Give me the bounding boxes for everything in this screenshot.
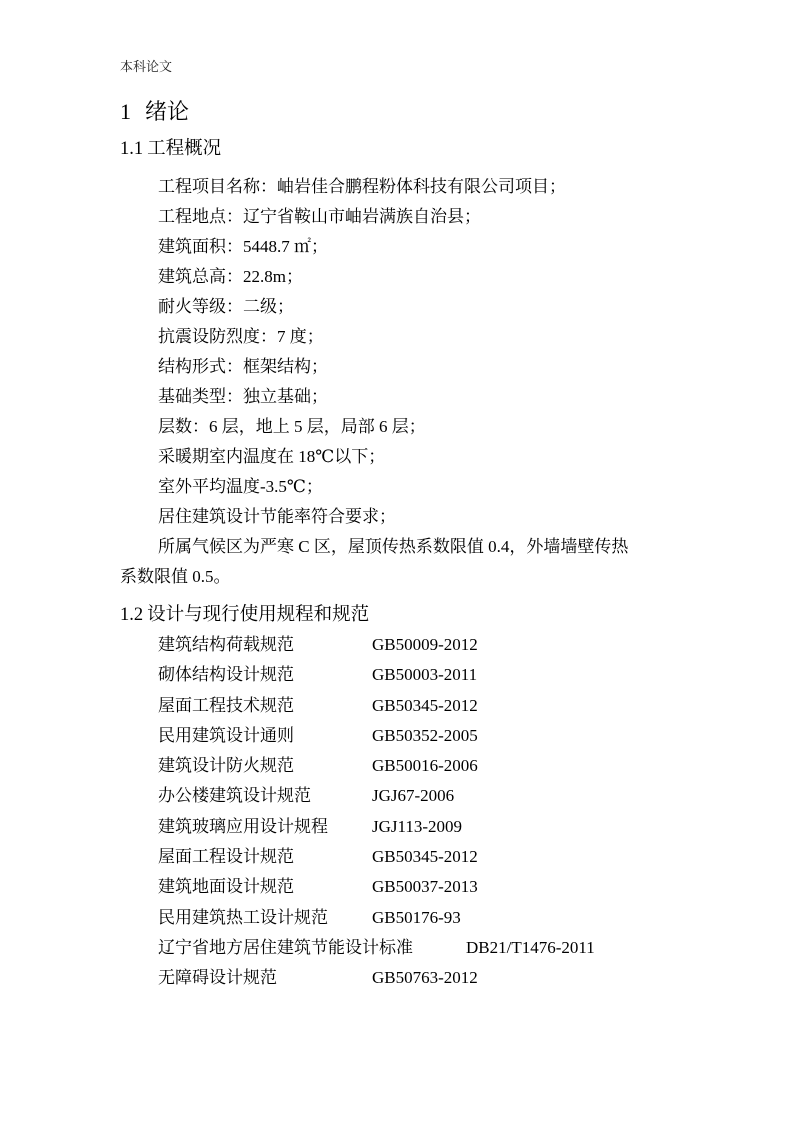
page-header: 本科论文 bbox=[120, 59, 173, 74]
overview-line: 层数：6 层，地上 5 层，局部 6 层； bbox=[158, 417, 426, 436]
standard-row bbox=[158, 812, 718, 842]
section-title: 设计与现行使用规程和规范 bbox=[147, 605, 370, 625]
standard-name: 建筑结构荷载规范 bbox=[158, 635, 294, 654]
standard-code: JGJ113-2009 bbox=[372, 816, 463, 836]
overview-line: 抗震设防烈度：7 度； bbox=[158, 327, 324, 346]
section-heading-standards bbox=[120, 600, 369, 626]
section-number: 1.1 bbox=[120, 139, 144, 159]
standard-row bbox=[158, 963, 718, 993]
overview-line: 所属气候区为严寒 C 区，屋顶传热系数限值 0.4，外墙墙壁传热 bbox=[158, 537, 629, 556]
standard-code: GB50003-2011 bbox=[372, 665, 478, 685]
chapter-number: 1 bbox=[120, 99, 131, 124]
section-heading-overview bbox=[120, 134, 221, 160]
standard-row bbox=[158, 630, 718, 660]
section-title: 工程概况 bbox=[147, 139, 222, 159]
standard-name: 屋面工程技术规范 bbox=[158, 695, 294, 715]
standard-code: GB50009-2012 bbox=[372, 635, 478, 654]
standard-row bbox=[158, 660, 718, 690]
standard-code: GB50176-93 bbox=[372, 907, 461, 927]
chapter-heading bbox=[120, 95, 189, 126]
standard-code: GB50037-2013 bbox=[372, 877, 478, 897]
standard-name: 办公楼建筑设计规范 bbox=[158, 786, 311, 806]
standard-name: 民用建筑热工设计规范 bbox=[158, 907, 328, 927]
overview-line: 建筑总高：22.8m； bbox=[158, 267, 303, 286]
standard-row bbox=[158, 933, 718, 963]
overview-line: 结构形式：框架结构； bbox=[158, 357, 328, 376]
overview-line: 基础类型：独立基础； bbox=[158, 387, 328, 406]
standard-name: 建筑地面设计规范 bbox=[158, 877, 294, 897]
standard-code: GB50345-2012 bbox=[372, 847, 478, 867]
standard-name: 屋面工程设计规范 bbox=[158, 847, 294, 867]
overview-line: 工程地点：辽宁省鞍山市岫岩满族自治县； bbox=[158, 207, 481, 226]
standard-code: DB21/T1476-2011 bbox=[466, 937, 595, 957]
standard-code: GB50763-2012 bbox=[372, 968, 478, 988]
standard-row bbox=[158, 691, 718, 721]
standard-row bbox=[158, 872, 718, 902]
standard-row bbox=[158, 781, 718, 811]
overview-line: 室外平均温度-3.5℃； bbox=[158, 477, 323, 496]
standard-name: 民用建筑设计通则 bbox=[158, 725, 294, 745]
standard-name: 建筑设计防火规范 bbox=[158, 756, 294, 776]
standard-row bbox=[158, 903, 718, 933]
standard-code: GB50345-2012 bbox=[372, 695, 478, 715]
overview-line: 耐火等级：二级； bbox=[158, 297, 294, 316]
overview-line: 建筑面积：5448.7 ㎡； bbox=[158, 237, 328, 256]
standard-code: JGJ67-2006 bbox=[372, 786, 455, 806]
standard-row bbox=[158, 842, 718, 872]
standard-name: 砌体结构设计规范 bbox=[158, 665, 294, 685]
overview-line: 采暖期室内温度在 18℃以下； bbox=[158, 447, 386, 466]
standards-list bbox=[158, 630, 718, 994]
standard-name: 辽宁省地方居住建筑节能设计标准 bbox=[158, 937, 413, 957]
standard-code: GB50016-2006 bbox=[372, 756, 478, 776]
overview-line: 工程项目名称：岫岩佳合鹏程粉体科技有限公司项目； bbox=[158, 177, 566, 196]
standard-row bbox=[158, 751, 718, 781]
overview-line: 居住建筑设计节能率符合要求； bbox=[158, 507, 396, 526]
standard-code: GB50352-2005 bbox=[372, 725, 478, 745]
standard-name: 建筑玻璃应用设计规程 bbox=[158, 816, 328, 836]
standard-name: 无障碍设计规范 bbox=[158, 968, 277, 988]
section-number: 1.2 bbox=[120, 605, 144, 625]
overview-line: 系数限值 0.5。 bbox=[120, 567, 231, 586]
chapter-title: 绪论 bbox=[145, 99, 190, 124]
overview-paragraphs bbox=[120, 172, 700, 592]
standard-row bbox=[158, 721, 718, 751]
